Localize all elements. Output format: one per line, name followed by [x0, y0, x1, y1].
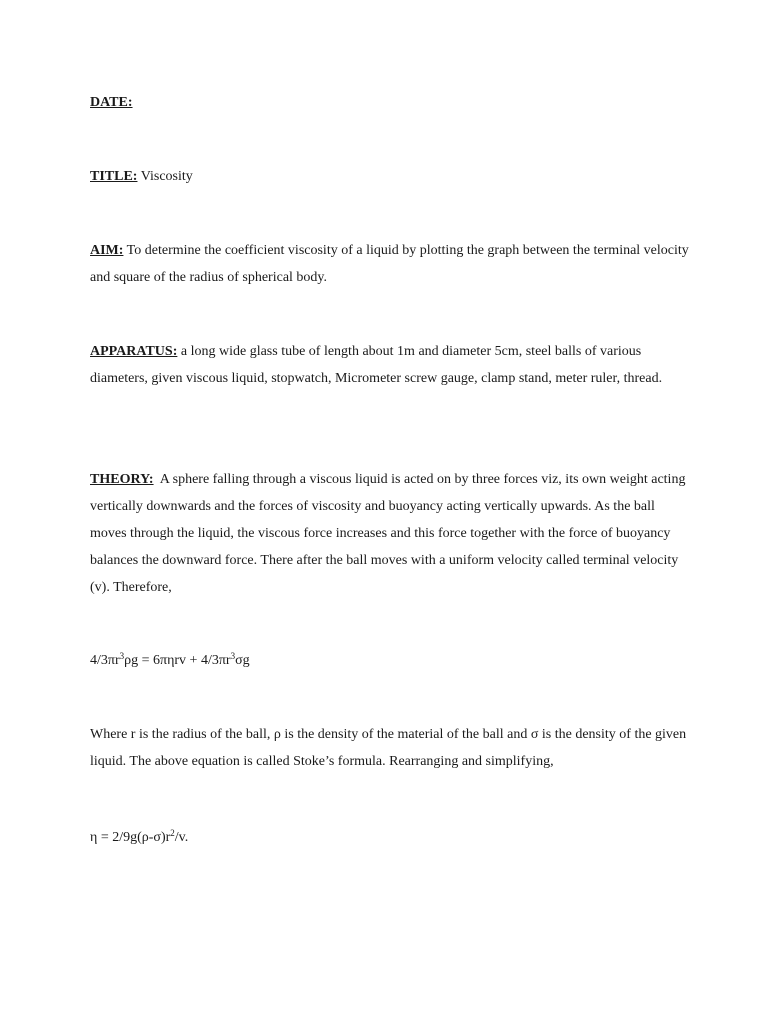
explanation-section [90, 721, 690, 775]
title-section [90, 163, 690, 190]
theory-text: A sphere falling through a viscous liquid is acted on by three forces viz, its own weight acting vertically downwards and the forces of viscosity and buoyancy acting vertically upwards. As the ball moves through the liquid, the viscous force increases and this force together with the force of buoyancy balances the downward force. There after the ball moves with a uniform velocity called terminal velocity (v). Therefore, [90, 472, 689, 595]
aim-section [90, 237, 690, 291]
stokes-equation [90, 647, 250, 674]
title-label: TITLE: [90, 169, 138, 184]
equation1-sup2: 3 [230, 651, 236, 661]
apparatus-text: a long wide glass tube of length about 1m and diameter 5cm, steel balls of various diameters, given viscous liquid, stopwatch, Micrometer screw gauge, clamp stand, meter ruler, thread. [90, 344, 663, 386]
date-label: DATE: [90, 95, 133, 110]
equation2-part2: /v. [174, 830, 189, 845]
equation1-sup1: 3 [119, 651, 125, 661]
theory-section [90, 466, 690, 601]
aim-label: AIM: [90, 243, 124, 258]
equation2-part1: η = 2/9g(ρ-σ)r [90, 830, 171, 845]
aim-text: To determine the coefficient viscosity of a liquid by plotting the graph between the terminal velocity and square of the radius of spherical body. [90, 243, 689, 285]
date-section [90, 89, 690, 116]
equation1-part1: 4/3πr [90, 653, 120, 668]
equation1-part3: σg [235, 653, 250, 668]
apparatus-section [90, 338, 690, 392]
theory-label: THEORY: [90, 472, 154, 487]
title-text: Viscosity [137, 169, 193, 184]
apparatus-label: APPARATUS: [90, 344, 178, 359]
equation1-part2: ρg = 6πηrv + 4/3πr [124, 653, 231, 668]
equation2-sup1: 2 [170, 828, 175, 838]
explanation-text: Where r is the radius of the ball, ρ is the density of the material of the ball and σ is the density of the given liquid. The above equation is called Stoke’s formula. Rearranging and simplifying, [90, 727, 687, 769]
viscosity-equation [90, 824, 188, 851]
